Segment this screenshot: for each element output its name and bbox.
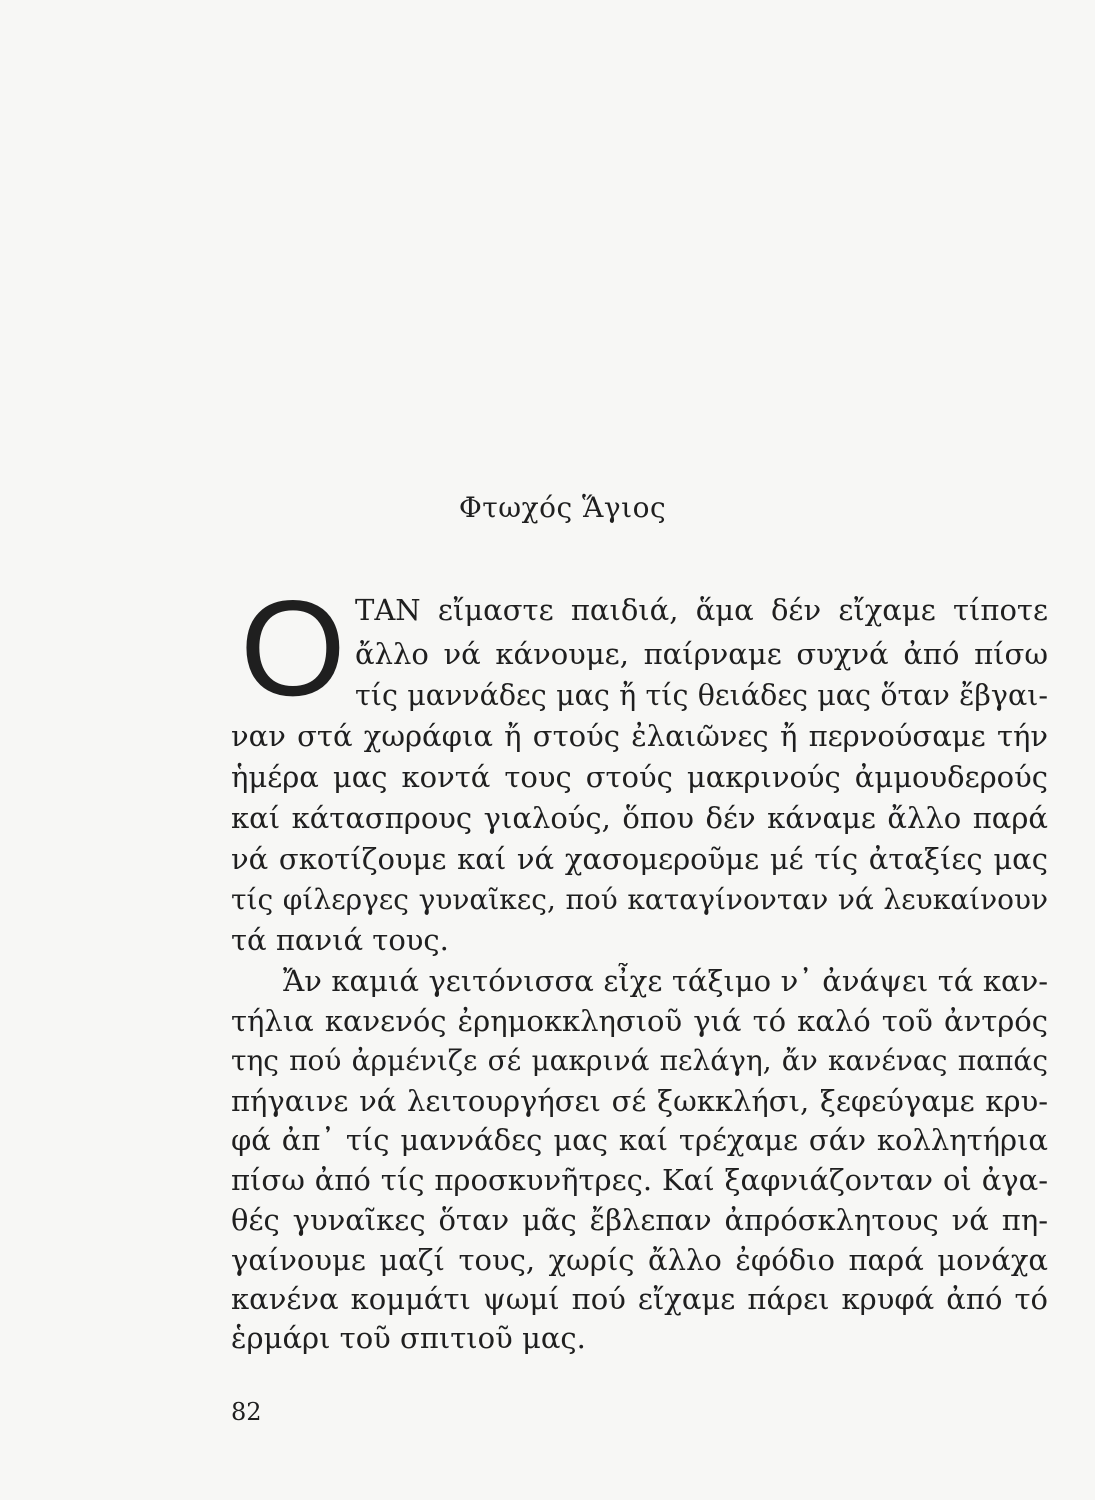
paragraph-2-line-2: τήλια κανενός ἐρημοκκλησιοῦ γιά τό καλό τοῦ ἀντρός <box>231 1004 1048 1038</box>
paragraph-1-line-1: ΤΑΝ εἴμαστε παιδιά, ἅμα δέν εἴχαμε τίποτε <box>355 593 1048 627</box>
paragraph-2-line-9: κανένα κομμάτι ψωμί πού εἴχαμε πάρει κρυφά ἀπό τό <box>231 1282 1048 1316</box>
paragraph-2-line-10: ἑρμάρι τοῦ σπιτιοῦ μας. <box>231 1321 586 1355</box>
paragraph-1-line-9: τά πανιά τους. <box>231 923 449 957</box>
paragraph-1-line-2: ἄλλο νά κάνουμε, παίρναμε συχνά ἀπό πίσω <box>355 637 1048 671</box>
paragraph-2-line-4: πήγαινε νά λειτουργήσει σέ ξωκκλήσι, ξεφεύγαμε κρυ- <box>231 1084 1048 1118</box>
page-number: 82 <box>231 1398 262 1426</box>
paragraph-1-line-8: τίς φίλεργες γυναῖκες, πού καταγίνονταν νά λευκαίνουν <box>231 883 1048 916</box>
paragraph-2-line-7: θές γυναῖκες ὅταν μᾶς ἔβλεπαν ἀπρόσκλητους νά πη- <box>231 1203 1048 1237</box>
paragraph-2-line-1: Ἄν καμιά γειτόνισσα εἶχε τάξιμο ν᾿ ἀνάψει τά καν- <box>283 964 1048 998</box>
paragraph-1-line-3: τίς μαννάδες μας ἤ τίς θειάδες μας ὅταν ἔβγαι- <box>355 679 1048 712</box>
chapter-title: Φτωχός Ἅγιος <box>458 491 667 524</box>
drop-cap: O <box>240 572 346 724</box>
paragraph-2-line-6: πίσω ἀπό τίς προσκυνῆτρες. Καί ξαφνιάζονταν οἱ ἀγα- <box>231 1163 1048 1197</box>
paragraph-1-line-5: ἡμέρα μας κοντά τους στούς μακρινούς ἀμμουδερούς <box>231 760 1048 794</box>
paragraph-2-line-8: γαίνουμε μαζί τους, χωρίς ἄλλο ἐφόδιο παρά μονάχα <box>231 1243 1048 1277</box>
paragraph-1-line-4: ναν στά χωράφια ἤ στούς ἐλαιῶνες ἤ περνούσαμε τήν <box>231 719 1048 753</box>
paragraph-2-line-3: της πού ἀρμένιζε σέ μακρινά πελάγη, ἄν κανένας παπάς <box>231 1044 1048 1077</box>
paragraph-1-line-7: νά σκοτίζουμε καί νά χασομεροῦμε μέ τίς ἀταξίες μας <box>231 842 1048 876</box>
paragraph-2-line-5: φά ἀπ᾿ τίς μαννάδες μας καί τρέχαμε σάν κολλητήρια <box>231 1123 1048 1157</box>
paragraph-1-line-6: καί κάτασπρους γιαλούς, ὅπου δέν κάναμε ἄλλο παρά <box>231 801 1048 835</box>
